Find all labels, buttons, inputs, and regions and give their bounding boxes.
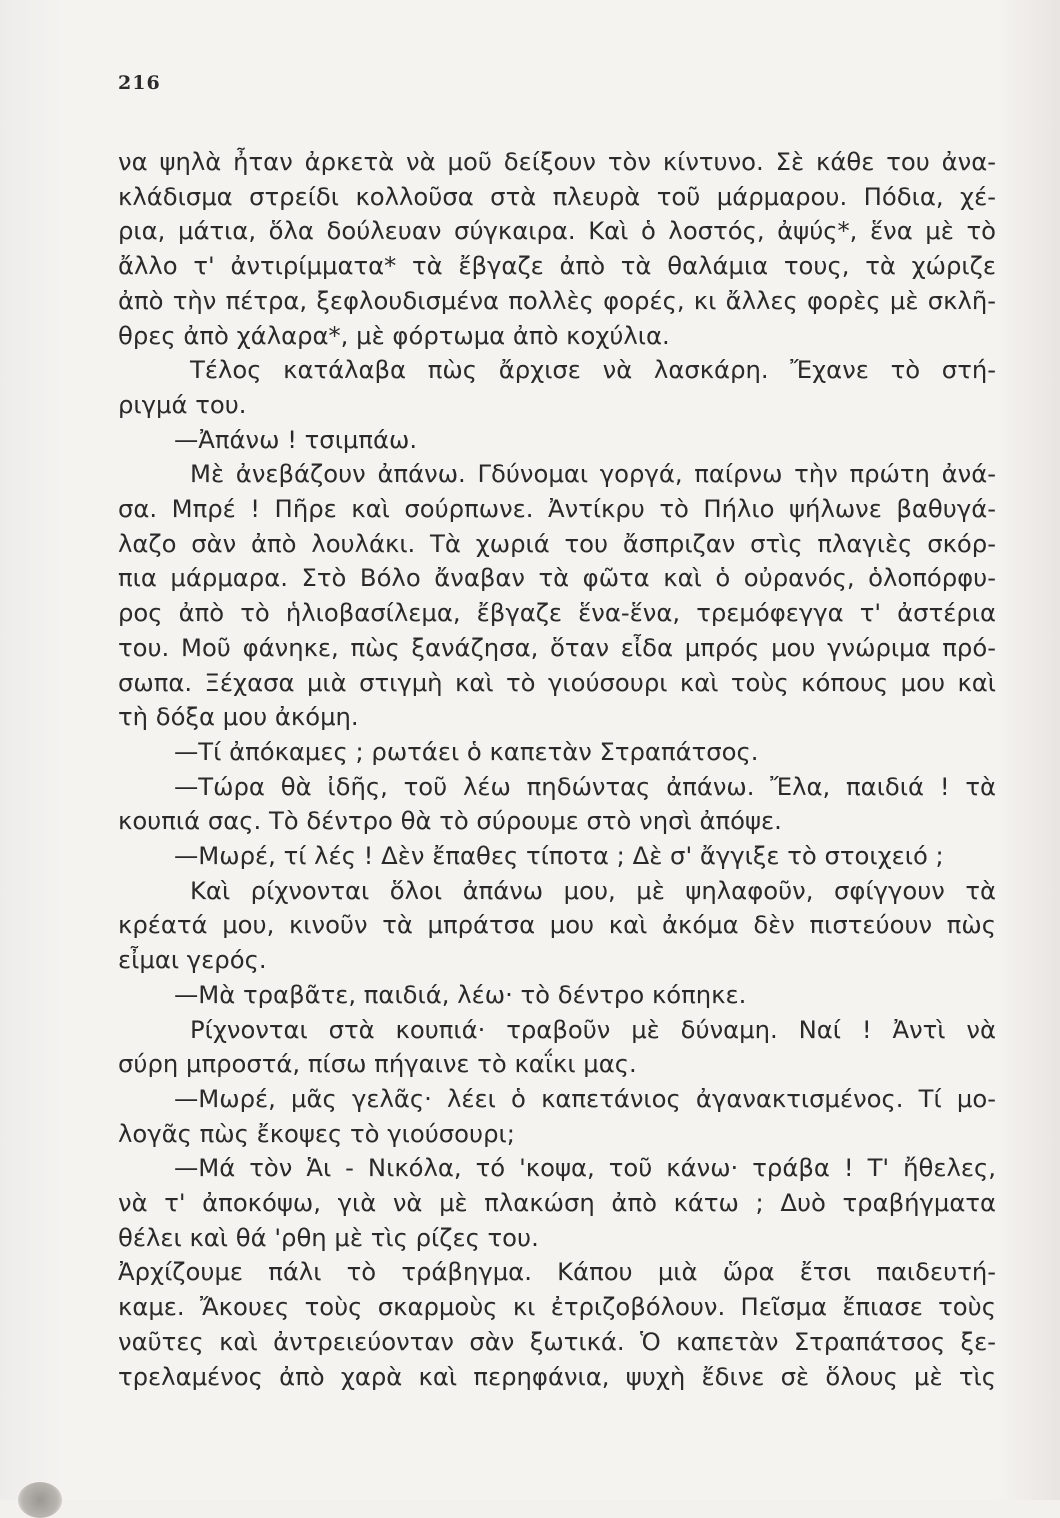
text-line: να ψηλὰ ἦταν ἀρκετὰ νὰ μοῦ δείξουν τὸν κίντυνο. Σὲ κάθε του ἀνα-	[118, 147, 996, 176]
text-line: νὰ τ' ἀποκόψω, γιὰ νὰ μὲ πλακώση ἀπὸ κάτω ; Δυὸ τραβήγματα	[118, 1188, 996, 1217]
text-line: ρος ἀπὸ τὸ ἡλιοβασίλεμα, ἔβγαζε ἕνα-ἕνα, τρεμόφεγγα τ' ἀστέρια	[118, 598, 996, 628]
text-line: εἶμαι γερός.	[118, 945, 267, 975]
text-line: Καὶ ρίχνονται ὅλοι ἀπάνω μου, μὲ ψηλαφοῦν, σφίγγουν τὰ	[190, 875, 996, 905]
text-line: —Μωρέ, μᾶς γελᾶς· λέει ὁ καπετάνιος ἀγανακτισμένος. Τί μο-	[174, 1083, 996, 1113]
text-line: καμε. Ἄκουες τοὺς σκαρμοὺς κι ἐτριζοβόλουν. Πεῖσμα ἔπιασε τοὺς	[118, 1292, 996, 1322]
text-line: ἄλλο τ' ἀντιρίμματα* τὰ ἔβγαζε ἀπὸ τὰ θαλάμια τους, τὰ χώριζε	[118, 251, 996, 281]
text-line: σωπα. Ξέχασα μιὰ στιγμὴ καὶ τὸ γιούσουρι καὶ τοὺς κόπους μου καὶ	[118, 667, 996, 697]
text-line: —Μά τὸν Ἁι - Νικόλα, τό 'κοψα, τοῦ κάνω· τράβα ! Τ' ἤθελες,	[174, 1153, 996, 1183]
text-line: σύρη μπροστά, πίσω πήγαινε τὸ καΐκι μας.	[118, 1049, 637, 1079]
page-number: 216	[118, 72, 161, 94]
text-line: του. Μοῦ φάνηκε, πὼς ξανάζησα, ὅταν εἶδα μπρός μου γνώριμα πρό-	[118, 632, 996, 662]
text-line: σα. Μπρέ ! Πῆρε καὶ σούρπωνε. Ἀντίκρυ τὸ Πήλιο ψήλωνε βαθυγά-	[118, 494, 996, 523]
text-line: Ρίχνονται στὰ κουπιά· τραβοῦν μὲ δύναμη. Ναί ! Ἀντὶ νὰ	[190, 1014, 996, 1044]
text-line: ρια, μάτια, ὅλα δούλευαν σύγκαιρα. Καὶ ὁ λοστός, ἀψύς*, ἕνα μὲ τὸ	[118, 216, 996, 246]
text-line: Τέλος κατάλαβα πὼς ἄρχισε νὰ λασκάρη. Ἔχανε τὸ στή-	[190, 355, 996, 385]
text-line: —Μωρέ, τί λές ! Δὲν ἔπαθες τίποτα ; Δὲ σ' ἄγγιξε τὸ στοιχειό ;	[174, 841, 944, 870]
text-line: κουπιά σας. Τὸ δέντρο θὰ τὸ σύρουμε στὸ νησὶ ἀπόψε.	[118, 806, 782, 836]
text-line: —Τώρα θὰ ἰδῆς, τοῦ λέω πηδώντας ἀπάνω. Ἔλα, παιδιά ! τὰ	[174, 771, 996, 801]
text-line: λαζο σὰν ἀπὸ λουλάκι. Τὰ χωριά του ἄσπριζαν στὶς πλαγιὲς σκόρ-	[118, 528, 996, 558]
text-line: ἀπὸ τὴν πέτρα, ξεφλουδισμένα πολλὲς φορές, κι ἄλλες φορὲς μὲ σκλῆ-	[118, 285, 996, 315]
text-line: λογᾶς πὼς ἔκοψες τὸ γιούσουρι;	[118, 1118, 515, 1148]
text-line: κλάδισμα στρείδι κολλοῦσα στὰ πλευρὰ τοῦ μάρμαρου. Πόδια, χέ-	[118, 181, 996, 211]
text-line: θέλει καὶ θά 'ρθη μὲ τὶς ρίζες του.	[118, 1222, 539, 1252]
page-edge-shadow	[1000, 0, 1060, 1500]
text-line: —Ἀπάνω ! τσιμπάω.	[174, 424, 418, 454]
text-line: —Τί ἀπόκαμες ; ρωτάει ὁ καπετὰν Στραπάτσος.	[174, 736, 759, 766]
text-line: —Μὰ τραβᾶτε, παιδιά, λέω· τὸ δέντρο κόπηκε.	[174, 979, 747, 1009]
text-line: θρες ἀπὸ χάλαρα*, μὲ φόρτωμα ἀπὸ κοχύλια.	[118, 320, 670, 350]
text-line: κρέατά μου, κινοῦν τὰ μπράτσα μου καὶ ἀκόμα δὲν πιστεύουν πὼς	[118, 910, 996, 940]
text-line: ριγμά του.	[118, 389, 247, 419]
corner-smudge	[18, 1482, 62, 1518]
text-line: τρελαμένος ἀπὸ χαρὰ καὶ περηφάνια, ψυχὴ ἔδινε σὲ ὅλους μὲ τὶς	[118, 1361, 996, 1391]
text-line: πια μάρμαρα. Στὸ Βόλο ἄναβαν τὰ φῶτα καὶ ὁ οὐρανός, ὁλοπόρφυ-	[118, 563, 996, 593]
text-line: τὴ δόξα μου ἀκόμη.	[118, 702, 359, 732]
text-line: Μὲ ἀνεβάζουν ἀπάνω. Γδύνομαι γοργά, παίρνω τὴν πρώτη ἀνά-	[190, 459, 996, 489]
text-line: ναῦτες καὶ ἀντρειεύονταν σὰν ξωτικά. Ὁ καπετὰν Στραπάτσος ξε-	[118, 1326, 996, 1356]
text-line: Ἀρχίζουμε πάλι τὸ τράβηγμα. Κάπου μιὰ ὥρα ἔτσι παιδευτή-	[118, 1257, 996, 1287]
